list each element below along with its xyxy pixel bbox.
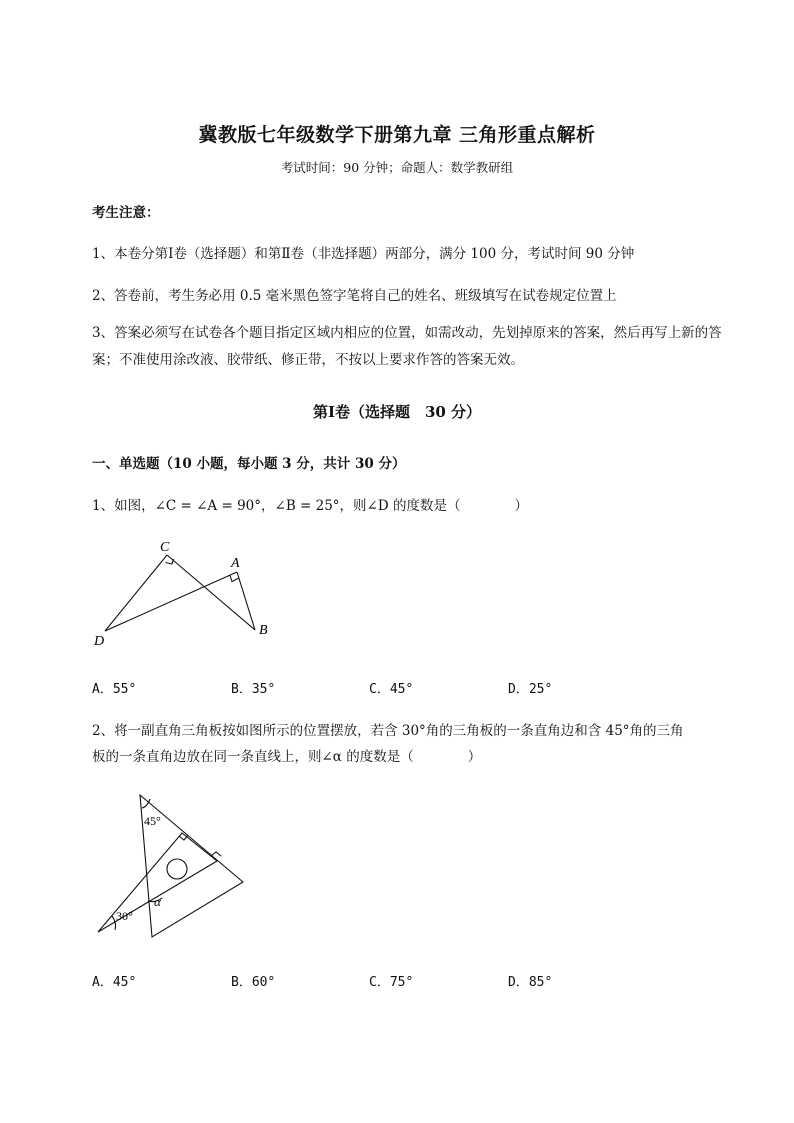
question-2-option-b: B．60° bbox=[231, 975, 276, 990]
label-alpha: α bbox=[154, 894, 161, 909]
segment-dc bbox=[105, 555, 167, 631]
part-heading: 一、单选题（10 小题，每小题 3 分，共计 30 分） bbox=[92, 456, 406, 472]
question-2-option-a: A．45° bbox=[92, 975, 137, 990]
question-1-option-a: A．55° bbox=[92, 682, 137, 697]
label-30: 30° bbox=[116, 909, 133, 923]
question-1-option-d: D．25° bbox=[508, 682, 553, 697]
label-a: A bbox=[231, 556, 240, 571]
section-title: 第Ⅰ卷（选择题 30 分） bbox=[312, 403, 482, 421]
notice-item-1: 1、本卷分第Ⅰ卷（选择题）和第Ⅱ卷（非选择题）两部分，满分 100 分，考试时间 90 分钟 bbox=[92, 246, 635, 262]
segment-da bbox=[105, 572, 237, 631]
question-1-option-c: C．45° bbox=[369, 682, 414, 697]
question-2-stem-line-1: 2、将一副直角三角板按如图所示的位置摆放，若含 30°角的三角板的一条直角边和含 45°角的三角 bbox=[92, 723, 684, 739]
exam-info: 考试时间：90 分钟；命题人：数学教研组 bbox=[280, 160, 514, 175]
question-2-stem-line-2: 板的一条直角边放在同一条直线上，则∠α 的度数是（ ） bbox=[92, 749, 482, 765]
question-2-option-c: C．75° bbox=[369, 975, 414, 990]
question-2-figure bbox=[90, 785, 250, 940]
label-b: B bbox=[259, 623, 268, 638]
label-d: D bbox=[94, 634, 105, 649]
page-title: 冀教版七年级数学下册第九章 三角形重点解析 bbox=[198, 124, 596, 146]
question-1-option-b: B．35° bbox=[231, 682, 276, 697]
segment-ab bbox=[237, 572, 255, 630]
label-c: C bbox=[160, 540, 170, 555]
notice-heading: 考生注意： bbox=[92, 205, 160, 221]
question-1-figure bbox=[90, 535, 290, 655]
right-angle-mark-a bbox=[230, 576, 239, 582]
triangle-hole bbox=[167, 859, 187, 879]
right-angle-mark-2 bbox=[211, 852, 221, 856]
label-45: 45° bbox=[144, 814, 161, 828]
segment-cb bbox=[167, 555, 255, 630]
notice-item-3: 3、答案必须写在试卷各个题目指定区域内相应的位置，如需改动，先划掉原来的答案，然后再写上新的答案；不准使用涂改液、胶带纸、修正带，不按以上要求作答的答案无效。 bbox=[92, 325, 722, 368]
question-1-stem: 1、如图，∠C = ∠A = 90°，∠B = 25°，则∠D 的度数是（ ） bbox=[92, 498, 528, 514]
question-2-option-d: D．85° bbox=[508, 975, 553, 990]
notice-item-2: 2、答卷前，考生务必用 0.5 毫米黑色签字笔将自己的姓名、班级填写在试卷规定位置上 bbox=[92, 288, 617, 304]
